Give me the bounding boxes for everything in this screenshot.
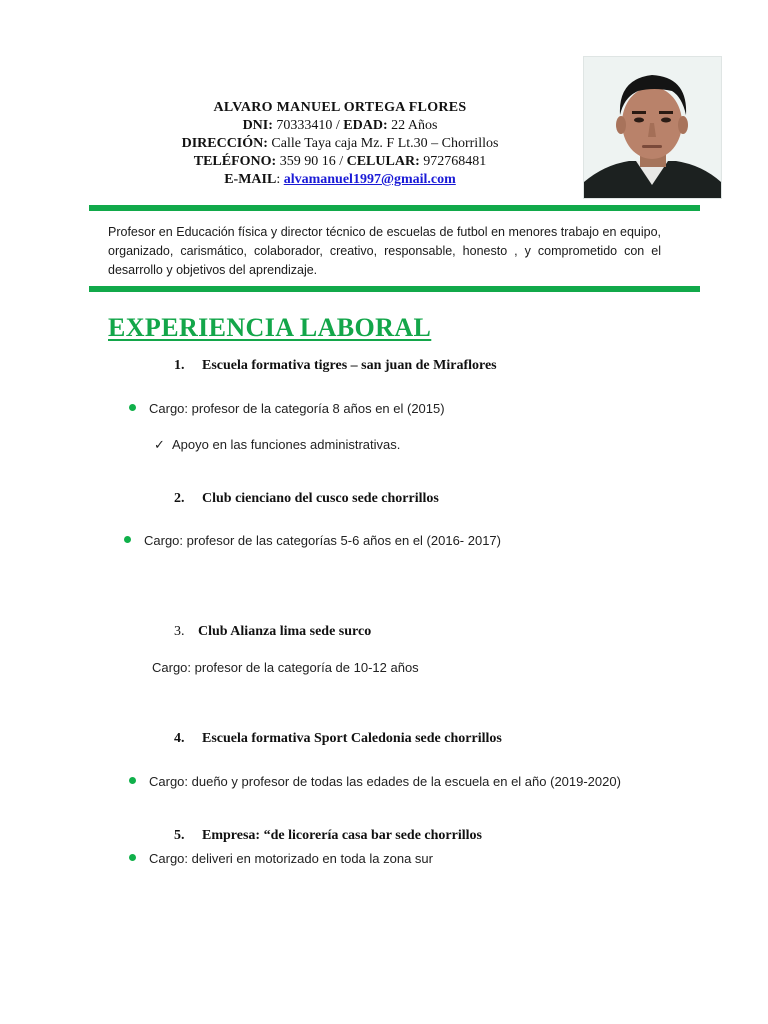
- cargo-text: Cargo: dueño y profesor de todas las edades de la escuela en el año (2019-2020): [149, 774, 621, 789]
- dni-value: 70333410 /: [272, 118, 344, 133]
- job-title-5: [174, 828, 482, 844]
- job-2-cargo: [124, 533, 501, 548]
- profile-photo: [583, 56, 722, 199]
- job-number: 3.: [174, 624, 185, 639]
- bullet-icon: [124, 536, 131, 543]
- job-number: 2.: [174, 491, 185, 506]
- celular-value: 972768481: [419, 154, 487, 169]
- job-title-4: [174, 731, 502, 747]
- job-name: Club Alianza lima sede surco: [198, 624, 372, 639]
- resume-header: [110, 99, 570, 189]
- job-name: Escuela formativa Sport Caledonia sede chorrillos: [202, 731, 502, 746]
- job-4-cargo: [129, 774, 621, 789]
- bullet-icon: [129, 404, 136, 411]
- job-name: Club cienciano del cusco sede chorrillos: [202, 491, 439, 506]
- email-label: E-MAIL: [224, 172, 277, 187]
- edad-value: 22 Años: [387, 118, 438, 133]
- email-separator: :: [276, 172, 284, 187]
- cargo-text: Cargo: profesor de la categoría 8 años en el (2015): [149, 401, 445, 416]
- direccion-line: [110, 135, 570, 153]
- cargo-text: Cargo: profesor de las categorías 5-6 años en el (2016- 2017): [144, 533, 501, 548]
- divider-bottom: [89, 286, 700, 292]
- divider-top: [89, 205, 700, 211]
- dni-edad-line: [110, 117, 570, 135]
- job-title-3: [174, 624, 371, 640]
- job-number: 5.: [174, 828, 185, 843]
- job-3-cargo: [152, 660, 419, 675]
- bullet-icon: [129, 854, 136, 861]
- email-link[interactable]: alvamanuel1997@gmail.com: [283, 172, 456, 187]
- email-line: [110, 171, 570, 189]
- job-1-cargo: [129, 401, 445, 416]
- direccion-value: Calle Taya caja Mz. F Lt.30 – Chorrillos: [267, 136, 499, 151]
- cargo-text: Cargo: profesor de la categoría de 10-12 años: [152, 660, 419, 675]
- candidate-name: ALVARO MANUEL ORTEGA FLORES: [213, 100, 467, 115]
- cargo-text: Cargo: deliveri en motorizado en toda la zona sur: [149, 851, 433, 866]
- job-name: Escuela formativa tigres – san juan de Miraflores: [202, 358, 497, 373]
- job-name: Empresa: “de licorería casa bar sede chorrillos: [202, 828, 482, 843]
- telefono-line: [110, 153, 570, 171]
- bullet-icon: [129, 777, 136, 784]
- job-number: 4.: [174, 731, 185, 746]
- profile-summary: Profesor en Educación física y director técnico de escuelas de futbol en menores trabajo en equipo, organizado, carismático, colaborador, creativo, responsable, honesto , y comprometido con el desarrollo y objetivos del aprendizaje.: [108, 225, 661, 277]
- portrait-image: [584, 57, 721, 198]
- job-1-check-item: [154, 437, 400, 453]
- job-number: 1.: [174, 358, 185, 373]
- edad-label: EDAD:: [343, 118, 388, 133]
- direccion-label: DIRECCIÓN:: [181, 136, 268, 151]
- job-title-2: [174, 491, 439, 507]
- section-title-experiencia: EXPERIENCIA LABORAL: [108, 313, 432, 342]
- checkmark-icon: ✓: [154, 437, 165, 452]
- job-5-cargo: [129, 851, 433, 866]
- celular-label: CELULAR:: [346, 154, 420, 169]
- job-title-1: [174, 358, 497, 374]
- telefono-label: TELÉFONO:: [193, 154, 277, 169]
- check-text: Apoyo en las funciones administrativas.: [172, 437, 401, 452]
- dni-label: DNI:: [242, 118, 273, 133]
- telefono-value: 359 90 16 /: [276, 154, 347, 169]
